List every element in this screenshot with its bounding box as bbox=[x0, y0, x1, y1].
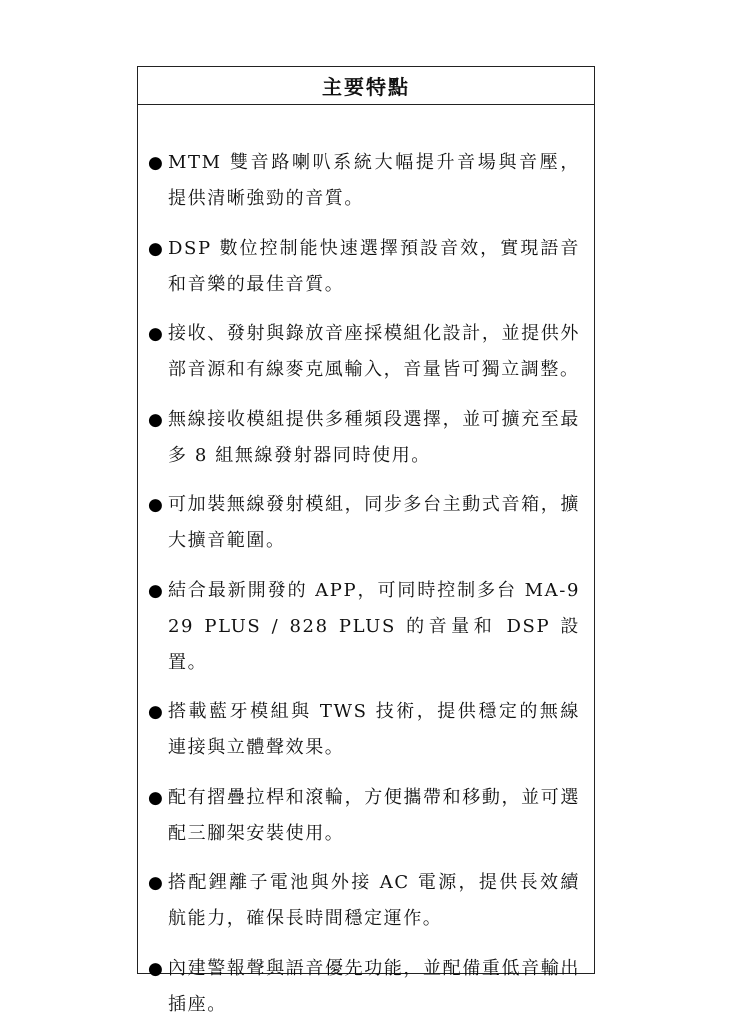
feature-text: 配有摺疊拉桿和滾輪，方便攜帶和移動，並可選配三腳架安裝使用。 bbox=[168, 786, 580, 844]
feature-text: 可加裝無線發射模組，同步多台主動式音箱，擴大擴音範圍。 bbox=[168, 494, 580, 551]
feature-item bbox=[148, 145, 580, 217]
bullet-icon: ● bbox=[148, 495, 163, 515]
feature-item bbox=[148, 231, 580, 303]
feature-text: 內建警報聲與語音優先功能，並配備重低音輸出插座。 bbox=[168, 957, 580, 1015]
feature-item bbox=[148, 316, 580, 388]
bullet-icon: ● bbox=[148, 409, 163, 430]
feature-item bbox=[148, 951, 580, 1023]
panel-header bbox=[138, 67, 594, 105]
feature-text: 無線接收模組提供多種頻段選擇，並可擴充至最多 8 組無線發射器同時使用。 bbox=[168, 408, 580, 466]
feature-text: 搭載藍牙模組與 TWS 技術，提供穩定的無線連接與立體聲效果。 bbox=[168, 701, 580, 758]
bullet-icon: ● bbox=[148, 873, 163, 893]
panel-title: 主要特點 bbox=[322, 75, 410, 99]
feature-item bbox=[148, 402, 580, 474]
feature-item bbox=[148, 487, 580, 559]
bullet-icon: ● bbox=[148, 153, 163, 173]
feature-text: MTM 雙音路喇叭系統大幅提升音場與音壓，提供清晰強勁的音質。 bbox=[168, 152, 580, 209]
feature-text: 結合最新開發的 APP，可同時控制多台 MA-929 PLUS / 828 PLUS 的音量和 DSP 設置。 bbox=[168, 579, 580, 673]
feature-item bbox=[148, 694, 580, 766]
bullet-icon: ● bbox=[148, 702, 163, 722]
features-panel bbox=[137, 66, 595, 1015]
bullet-icon: ● bbox=[148, 958, 163, 979]
feature-item bbox=[148, 780, 580, 852]
bullet-icon: ● bbox=[148, 324, 163, 344]
feature-item bbox=[148, 573, 580, 681]
feature-item bbox=[148, 865, 580, 937]
bullet-icon: ● bbox=[148, 580, 163, 601]
bullet-icon: ● bbox=[148, 238, 163, 259]
feature-text: 接收、發射與錄放音座採模組化設計，並提供外部音源和有線麥克風輸入，音量皆可獨立調整。 bbox=[168, 323, 580, 380]
bullet-icon: ● bbox=[148, 787, 163, 808]
feature-list bbox=[138, 105, 594, 1023]
feature-text: 搭配鋰離子電池與外接 AC 電源，提供長效續航能力，確保長時間穩定運作。 bbox=[168, 872, 580, 929]
feature-text: DSP 數位控制能快速選擇預設音效，實現語音和音樂的最佳音質。 bbox=[168, 237, 580, 295]
